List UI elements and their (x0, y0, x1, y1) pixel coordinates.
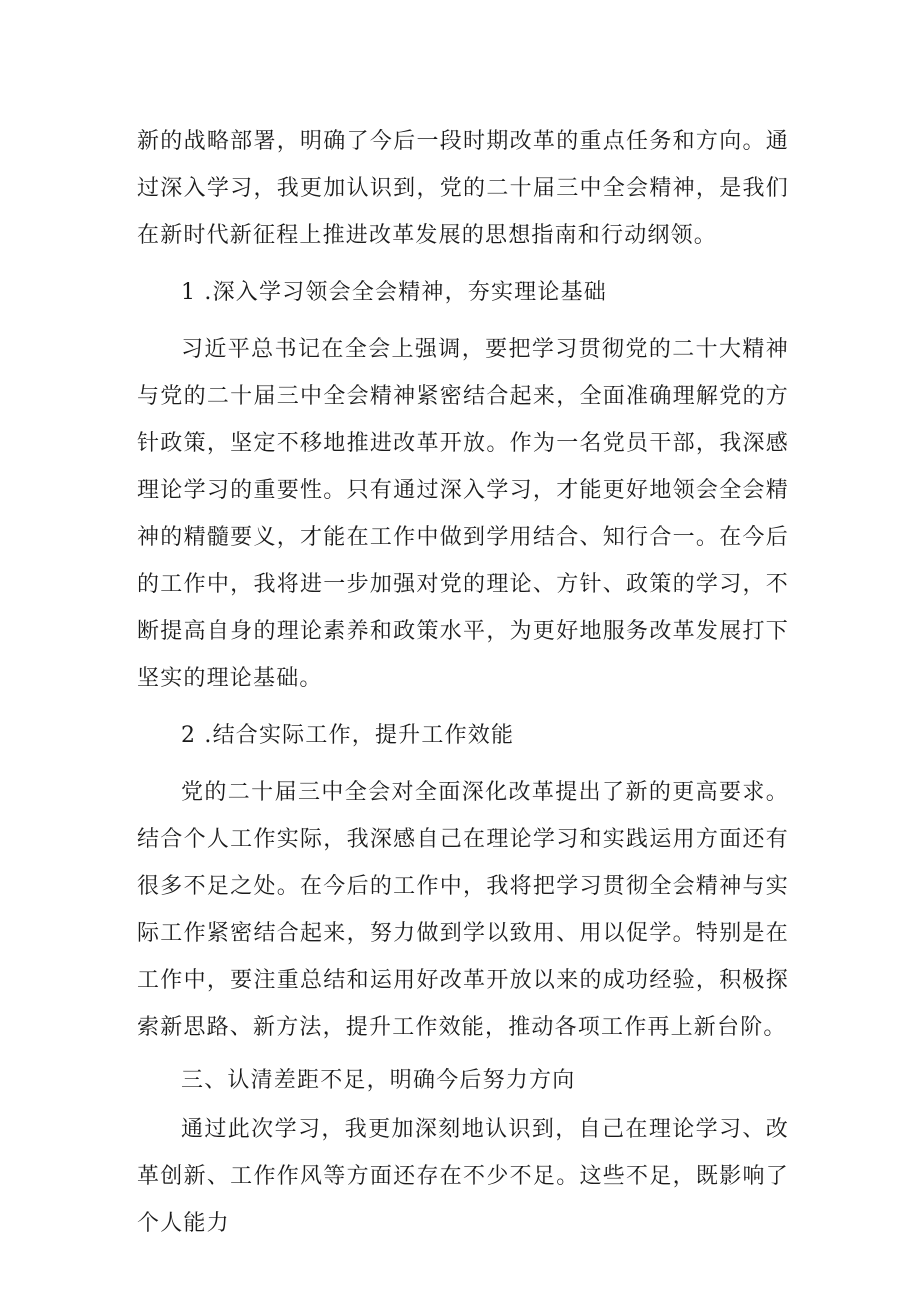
section-heading-2: 2 .结合实际工作，提升工作效能 (181, 723, 515, 748)
paragraph-continued: 新的战略部署，明确了今后一段时期改革的重点任务和方向。通过深入学习，我更加认识到，党的二十届三中全会精神，是我们在新时代新征程上推进改革发展的思想指南和行动纲领。 (137, 129, 789, 248)
paragraph-work-efficiency: 党的二十届三中全会对全面深化改革提出了新的更高要求。结合个人工作实际，我深感自己在理论学习和实践运用方面还有很多不足之处。在今后的工作中，我将把学习贯彻全会精神与实际工作紧密结合起来，努力做到学以致用、用以促学。特别是在工作中，要注重总结和运用好改革开放以来的成功经验，积极探索新思路、新方法，提升工作效能，推动各项工作再上新台阶。 (137, 780, 789, 1040)
section-heading-3: 三、认清差距不足，明确今后努力方向 (181, 1068, 576, 1093)
document-body (137, 118, 789, 1247)
paragraph-theory-study: 习近平总书记在全会上强调，要把学习贯彻党的二十大精神与党的二十届三中全会精神紧密结合起来，全面准确理解党的方针政策，坚定不移地推进改革开放。作为一名党员干部，我深感理论学习的重要性。只有通过深入学习，才能更好地领会全会精神的精髓要义，才能在工作中做到学用结合、知行合一。在今后的工作中，我将进一步加强对党的理论、方针、政策的学习，不断提高自身的理论素养和政策水平，为更好地服务改革发展打下坚实的理论基础。 (137, 337, 789, 691)
section-heading-1: 1 .深入学习领会全会精神，夯实理论基础 (181, 280, 607, 305)
paragraph-shortcomings: 通过此次学习，我更加深刻地认识到，自己在理论学习、改革创新、工作作风等方面还存在不少不足。这些不足，既影响了个人能力 (137, 1117, 789, 1236)
